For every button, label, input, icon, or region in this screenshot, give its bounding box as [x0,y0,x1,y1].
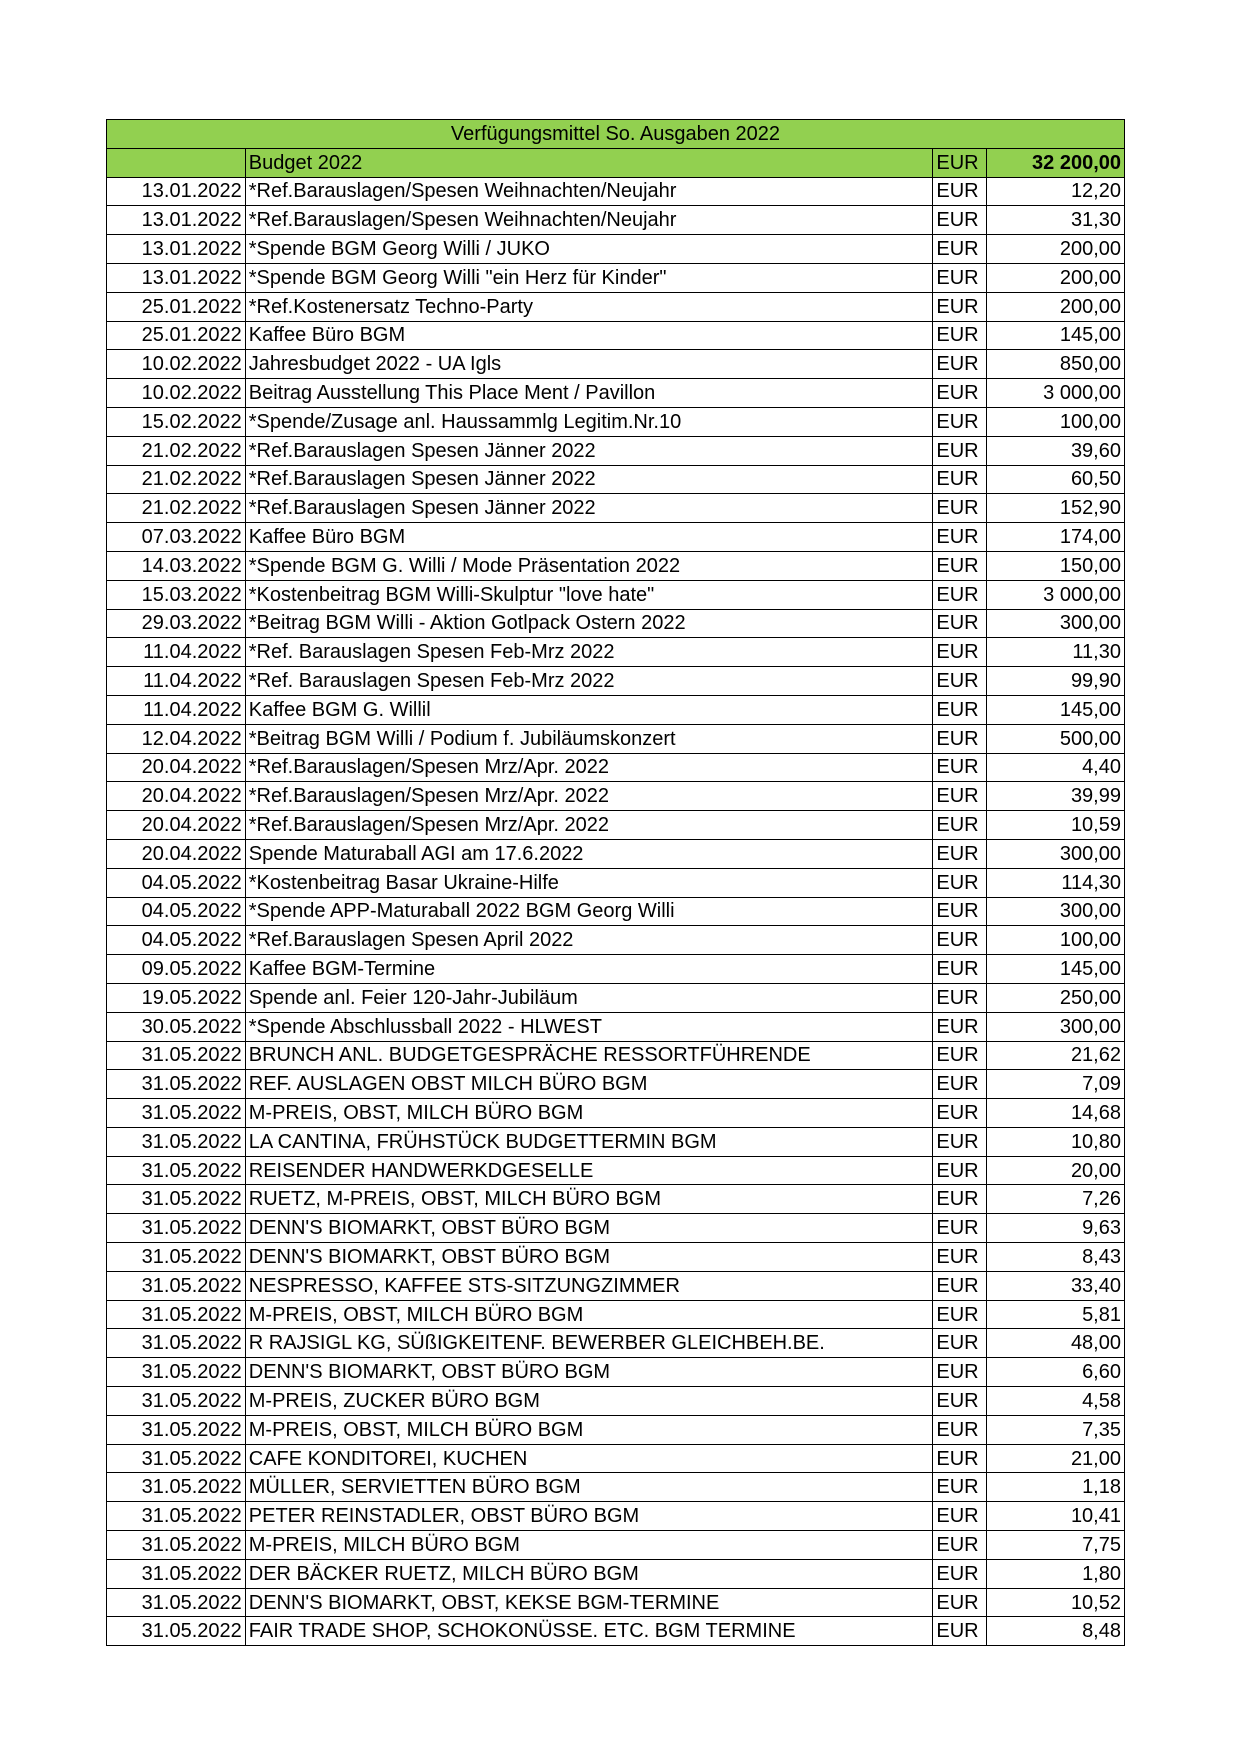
row-amount: 4,58 [987,1387,1125,1416]
row-currency: EUR [933,1012,987,1041]
table-row [107,1617,1125,1646]
table-row [107,1559,1125,1588]
row-amount: 20,00 [987,1156,1125,1185]
row-currency: EUR [933,551,987,580]
row-currency: EUR [933,839,987,868]
table-row [107,580,1125,609]
row-amount: 8,48 [987,1617,1125,1646]
table-row [107,983,1125,1012]
row-description: *Spende BGM Georg Willi / JUKO [245,235,933,264]
row-currency: EUR [933,1502,987,1531]
table-row [107,638,1125,667]
row-amount: 174,00 [987,523,1125,552]
row-description: DENN'S BIOMARKT, OBST BÜRO BGM [245,1214,933,1243]
row-amount: 99,90 [987,667,1125,696]
row-amount: 10,59 [987,811,1125,840]
row-amount: 100,00 [987,926,1125,955]
row-currency: EUR [933,926,987,955]
row-description: *Ref.Kostenersatz Techno-Party [245,292,933,321]
row-amount: 9,63 [987,1214,1125,1243]
table-row [107,1185,1125,1214]
row-amount: 8,43 [987,1243,1125,1272]
row-date: 31.05.2022 [107,1300,246,1329]
row-description: *Ref.Barauslagen/Spesen Weihnachten/Neujahr [245,177,933,206]
row-description: Kaffee BGM-Termine [245,955,933,984]
row-description: PETER REINSTADLER, OBST BÜRO BGM [245,1502,933,1531]
row-date: 21.02.2022 [107,494,246,523]
row-description: *Ref.Barauslagen/Spesen Weihnachten/Neujahr [245,206,933,235]
table-row [107,177,1125,206]
row-currency: EUR [933,1300,987,1329]
row-date: 31.05.2022 [107,1415,246,1444]
row-currency: EUR [933,206,987,235]
table-row [107,407,1125,436]
row-currency: EUR [933,379,987,408]
row-date: 31.05.2022 [107,1531,246,1560]
row-date: 13.01.2022 [107,177,246,206]
table-row [107,1415,1125,1444]
table-row [107,724,1125,753]
row-description: NESPRESSO, KAFFEE STS-SITZUNGZIMMER [245,1271,933,1300]
row-currency: EUR [933,955,987,984]
row-currency: EUR [933,897,987,926]
row-description: MÜLLER, SERVIETTEN BÜRO BGM [245,1473,933,1502]
row-amount: 200,00 [987,263,1125,292]
row-currency: EUR [933,1358,987,1387]
row-amount: 6,60 [987,1358,1125,1387]
row-currency: EUR [933,983,987,1012]
row-currency: EUR [933,1127,987,1156]
row-currency: EUR [933,1041,987,1070]
row-amount: 114,30 [987,868,1125,897]
row-description: M-PREIS, ZUCKER BÜRO BGM [245,1387,933,1416]
row-description: RUETZ, M-PREIS, OBST, MILCH BÜRO BGM [245,1185,933,1214]
row-amount: 1,80 [987,1559,1125,1588]
row-date: 04.05.2022 [107,868,246,897]
table-row [107,868,1125,897]
table-row [107,1243,1125,1272]
row-date: 29.03.2022 [107,609,246,638]
row-date: 31.05.2022 [107,1387,246,1416]
row-date: 31.05.2022 [107,1617,246,1646]
row-date: 31.05.2022 [107,1444,246,1473]
row-date: 20.04.2022 [107,782,246,811]
row-description: *Ref.Barauslagen Spesen Jänner 2022 [245,494,933,523]
row-description: *Ref.Barauslagen/Spesen Mrz/Apr. 2022 [245,811,933,840]
row-amount: 150,00 [987,551,1125,580]
row-date: 25.01.2022 [107,292,246,321]
row-amount: 3 000,00 [987,580,1125,609]
row-amount: 10,52 [987,1588,1125,1617]
row-amount: 145,00 [987,955,1125,984]
row-amount: 5,81 [987,1300,1125,1329]
row-currency: EUR [933,1415,987,1444]
row-date: 20.04.2022 [107,811,246,840]
table-row [107,1358,1125,1387]
table-row [107,926,1125,955]
row-description: *Kostenbeitrag BGM Willi-Skulptur "love hate" [245,580,933,609]
row-amount: 300,00 [987,609,1125,638]
row-description: *Ref.Barauslagen Spesen Jänner 2022 [245,436,933,465]
row-description: M-PREIS, MILCH BÜRO BGM [245,1531,933,1560]
row-currency: EUR [933,1329,987,1358]
row-description: *Beitrag BGM Willi / Podium f. Jubiläumskonzert [245,724,933,753]
row-date: 31.05.2022 [107,1243,246,1272]
row-date: 25.01.2022 [107,321,246,350]
row-date: 04.05.2022 [107,897,246,926]
row-description: Spende anl. Feier 120-Jahr-Jubiläum [245,983,933,1012]
table-row [107,321,1125,350]
row-date: 19.05.2022 [107,983,246,1012]
row-currency: EUR [933,1531,987,1560]
row-date: 11.04.2022 [107,667,246,696]
expense-table [106,119,1125,1646]
row-date: 31.05.2022 [107,1473,246,1502]
row-date: 13.01.2022 [107,235,246,264]
table-row [107,235,1125,264]
budget-date-cell [107,148,246,177]
row-description: LA CANTINA, FRÜHSTÜCK BUDGETTERMIN BGM [245,1127,933,1156]
row-amount: 4,40 [987,753,1125,782]
row-amount: 300,00 [987,897,1125,926]
row-description: *Kostenbeitrag Basar Ukraine-Hilfe [245,868,933,897]
row-amount: 300,00 [987,1012,1125,1041]
row-currency: EUR [933,523,987,552]
row-description: FAIR TRADE SHOP, SCHOKONÜSSE. ETC. BGM TERMINE [245,1617,933,1646]
table-row [107,292,1125,321]
table-row [107,782,1125,811]
row-amount: 100,00 [987,407,1125,436]
row-amount: 39,99 [987,782,1125,811]
row-amount: 145,00 [987,321,1125,350]
row-description: *Spende BGM Georg Willi "ein Herz für Kinder" [245,263,933,292]
row-amount: 145,00 [987,695,1125,724]
row-date: 20.04.2022 [107,839,246,868]
table-row [107,811,1125,840]
row-description: *Ref.Barauslagen/Spesen Mrz/Apr. 2022 [245,753,933,782]
budget-row [107,148,1125,177]
row-amount: 21,62 [987,1041,1125,1070]
table-row [107,1531,1125,1560]
row-date: 07.03.2022 [107,523,246,552]
row-currency: EUR [933,436,987,465]
row-date: 31.05.2022 [107,1559,246,1588]
row-currency: EUR [933,1588,987,1617]
row-amount: 7,09 [987,1070,1125,1099]
row-currency: EUR [933,868,987,897]
table-row [107,551,1125,580]
budget-currency: EUR [933,148,987,177]
row-date: 11.04.2022 [107,695,246,724]
table-row [107,753,1125,782]
row-amount: 7,35 [987,1415,1125,1444]
row-currency: EUR [933,1387,987,1416]
row-currency: EUR [933,1617,987,1646]
row-amount: 500,00 [987,724,1125,753]
row-description: *Spende Abschlussball 2022 - HLWEST [245,1012,933,1041]
table-row [107,379,1125,408]
row-description: Spende Maturaball AGI am 17.6.2022 [245,839,933,868]
row-currency: EUR [933,465,987,494]
table-row [107,1329,1125,1358]
table-row [107,436,1125,465]
row-currency: EUR [933,321,987,350]
row-date: 31.05.2022 [107,1329,246,1358]
table-row [107,263,1125,292]
row-currency: EUR [933,494,987,523]
row-amount: 21,00 [987,1444,1125,1473]
row-description: Beitrag Ausstellung This Place Ment / Pavillon [245,379,933,408]
row-amount: 31,30 [987,206,1125,235]
row-amount: 1,18 [987,1473,1125,1502]
row-amount: 7,26 [987,1185,1125,1214]
table-row [107,523,1125,552]
row-description: Kaffee Büro BGM [245,523,933,552]
row-currency: EUR [933,350,987,379]
row-date: 31.05.2022 [107,1070,246,1099]
row-amount: 11,30 [987,638,1125,667]
row-amount: 3 000,00 [987,379,1125,408]
table-row [107,897,1125,926]
row-currency: EUR [933,177,987,206]
table-row [107,206,1125,235]
row-currency: EUR [933,407,987,436]
row-description: *Beitrag BGM Willi - Aktion Gotlpack Ostern 2022 [245,609,933,638]
table-row [107,1300,1125,1329]
row-date: 12.04.2022 [107,724,246,753]
table-row [107,1214,1125,1243]
row-date: 14.03.2022 [107,551,246,580]
row-description: *Ref. Barauslagen Spesen Feb-Mrz 2022 [245,667,933,696]
budget-label: Budget 2022 [245,148,933,177]
row-date: 31.05.2022 [107,1156,246,1185]
row-date: 10.02.2022 [107,379,246,408]
table-row [107,609,1125,638]
row-currency: EUR [933,1559,987,1588]
row-amount: 10,41 [987,1502,1125,1531]
row-currency: EUR [933,1271,987,1300]
row-currency: EUR [933,1214,987,1243]
row-currency: EUR [933,263,987,292]
row-amount: 250,00 [987,983,1125,1012]
row-description: M-PREIS, OBST, MILCH BÜRO BGM [245,1300,933,1329]
row-description: DER BÄCKER RUETZ, MILCH BÜRO BGM [245,1559,933,1588]
row-currency: EUR [933,609,987,638]
row-description: *Ref. Barauslagen Spesen Feb-Mrz 2022 [245,638,933,667]
row-amount: 300,00 [987,839,1125,868]
row-date: 11.04.2022 [107,638,246,667]
table-row [107,1271,1125,1300]
row-date: 10.02.2022 [107,350,246,379]
row-description: DENN'S BIOMARKT, OBST BÜRO BGM [245,1243,933,1272]
row-currency: EUR [933,1099,987,1128]
row-amount: 12,20 [987,177,1125,206]
row-currency: EUR [933,235,987,264]
row-description: REF. AUSLAGEN OBST MILCH BÜRO BGM [245,1070,933,1099]
row-description: Kaffee BGM G. Willil [245,695,933,724]
row-date: 31.05.2022 [107,1588,246,1617]
row-description: M-PREIS, OBST, MILCH BÜRO BGM [245,1415,933,1444]
row-description: REISENDER HANDWERKDGESELLE [245,1156,933,1185]
row-date: 31.05.2022 [107,1271,246,1300]
table-row [107,465,1125,494]
row-currency: EUR [933,695,987,724]
row-currency: EUR [933,292,987,321]
row-currency: EUR [933,753,987,782]
row-amount: 850,00 [987,350,1125,379]
row-currency: EUR [933,1156,987,1185]
row-date: 31.05.2022 [107,1358,246,1387]
table-row [107,494,1125,523]
table-row [107,1502,1125,1531]
row-date: 13.01.2022 [107,263,246,292]
row-date: 15.02.2022 [107,407,246,436]
row-date: 31.05.2022 [107,1041,246,1070]
budget-amount: 32 200,00 [987,148,1125,177]
row-description: R RAJSIGL KG, SÜßIGKEITENF. BEWERBER GLEICHBEH.BE. [245,1329,933,1358]
table-row [107,839,1125,868]
row-date: 31.05.2022 [107,1214,246,1243]
row-date: 13.01.2022 [107,206,246,235]
row-amount: 33,40 [987,1271,1125,1300]
row-currency: EUR [933,1070,987,1099]
table-row [107,955,1125,984]
table-row [107,1444,1125,1473]
table-row [107,667,1125,696]
row-description: Jahresbudget 2022 - UA Igls [245,350,933,379]
table-row [107,1012,1125,1041]
row-description: *Spende BGM G. Willi / Mode Präsentation 2022 [245,551,933,580]
table-title: Verfügungsmittel So. Ausgaben 2022 [107,120,1125,149]
row-currency: EUR [933,782,987,811]
row-amount: 48,00 [987,1329,1125,1358]
row-description: DENN'S BIOMARKT, OBST, KEKSE BGM-TERMINE [245,1588,933,1617]
row-date: 04.05.2022 [107,926,246,955]
row-amount: 10,80 [987,1127,1125,1156]
row-amount: 39,60 [987,436,1125,465]
row-amount: 60,50 [987,465,1125,494]
row-date: 31.05.2022 [107,1502,246,1531]
row-date: 21.02.2022 [107,436,246,465]
row-description: BRUNCH ANL. BUDGETGESPRÄCHE RESSORTFÜHRENDE [245,1041,933,1070]
row-date: 21.02.2022 [107,465,246,494]
row-description: *Spende/Zusage anl. Haussammlg Legitim.Nr.10 [245,407,933,436]
table-row [107,1156,1125,1185]
row-description: *Ref.Barauslagen/Spesen Mrz/Apr. 2022 [245,782,933,811]
row-amount: 200,00 [987,292,1125,321]
row-currency: EUR [933,1243,987,1272]
row-description: *Ref.Barauslagen Spesen April 2022 [245,926,933,955]
row-date: 31.05.2022 [107,1127,246,1156]
row-currency: EUR [933,1473,987,1502]
row-amount: 14,68 [987,1099,1125,1128]
row-amount: 200,00 [987,235,1125,264]
table-row [107,1473,1125,1502]
table-row [107,1070,1125,1099]
row-date: 30.05.2022 [107,1012,246,1041]
row-currency: EUR [933,1444,987,1473]
row-amount: 152,90 [987,494,1125,523]
row-currency: EUR [933,638,987,667]
row-currency: EUR [933,1185,987,1214]
row-description: *Spende APP-Maturaball 2022 BGM Georg Willi [245,897,933,926]
table-row [107,695,1125,724]
title-row [107,120,1125,149]
table-row [107,1588,1125,1617]
row-amount: 7,75 [987,1531,1125,1560]
row-date: 31.05.2022 [107,1185,246,1214]
table-row [107,1127,1125,1156]
row-description: M-PREIS, OBST, MILCH BÜRO BGM [245,1099,933,1128]
row-description: Kaffee Büro BGM [245,321,933,350]
row-date: 31.05.2022 [107,1099,246,1128]
table-row [107,1099,1125,1128]
row-currency: EUR [933,580,987,609]
row-description: CAFE KONDITOREI, KUCHEN [245,1444,933,1473]
table-row [107,350,1125,379]
row-currency: EUR [933,667,987,696]
row-date: 15.03.2022 [107,580,246,609]
row-currency: EUR [933,811,987,840]
row-currency: EUR [933,724,987,753]
row-date: 20.04.2022 [107,753,246,782]
table-row [107,1041,1125,1070]
table-row [107,1387,1125,1416]
row-description: DENN'S BIOMARKT, OBST BÜRO BGM [245,1358,933,1387]
row-date: 09.05.2022 [107,955,246,984]
row-description: *Ref.Barauslagen Spesen Jänner 2022 [245,465,933,494]
